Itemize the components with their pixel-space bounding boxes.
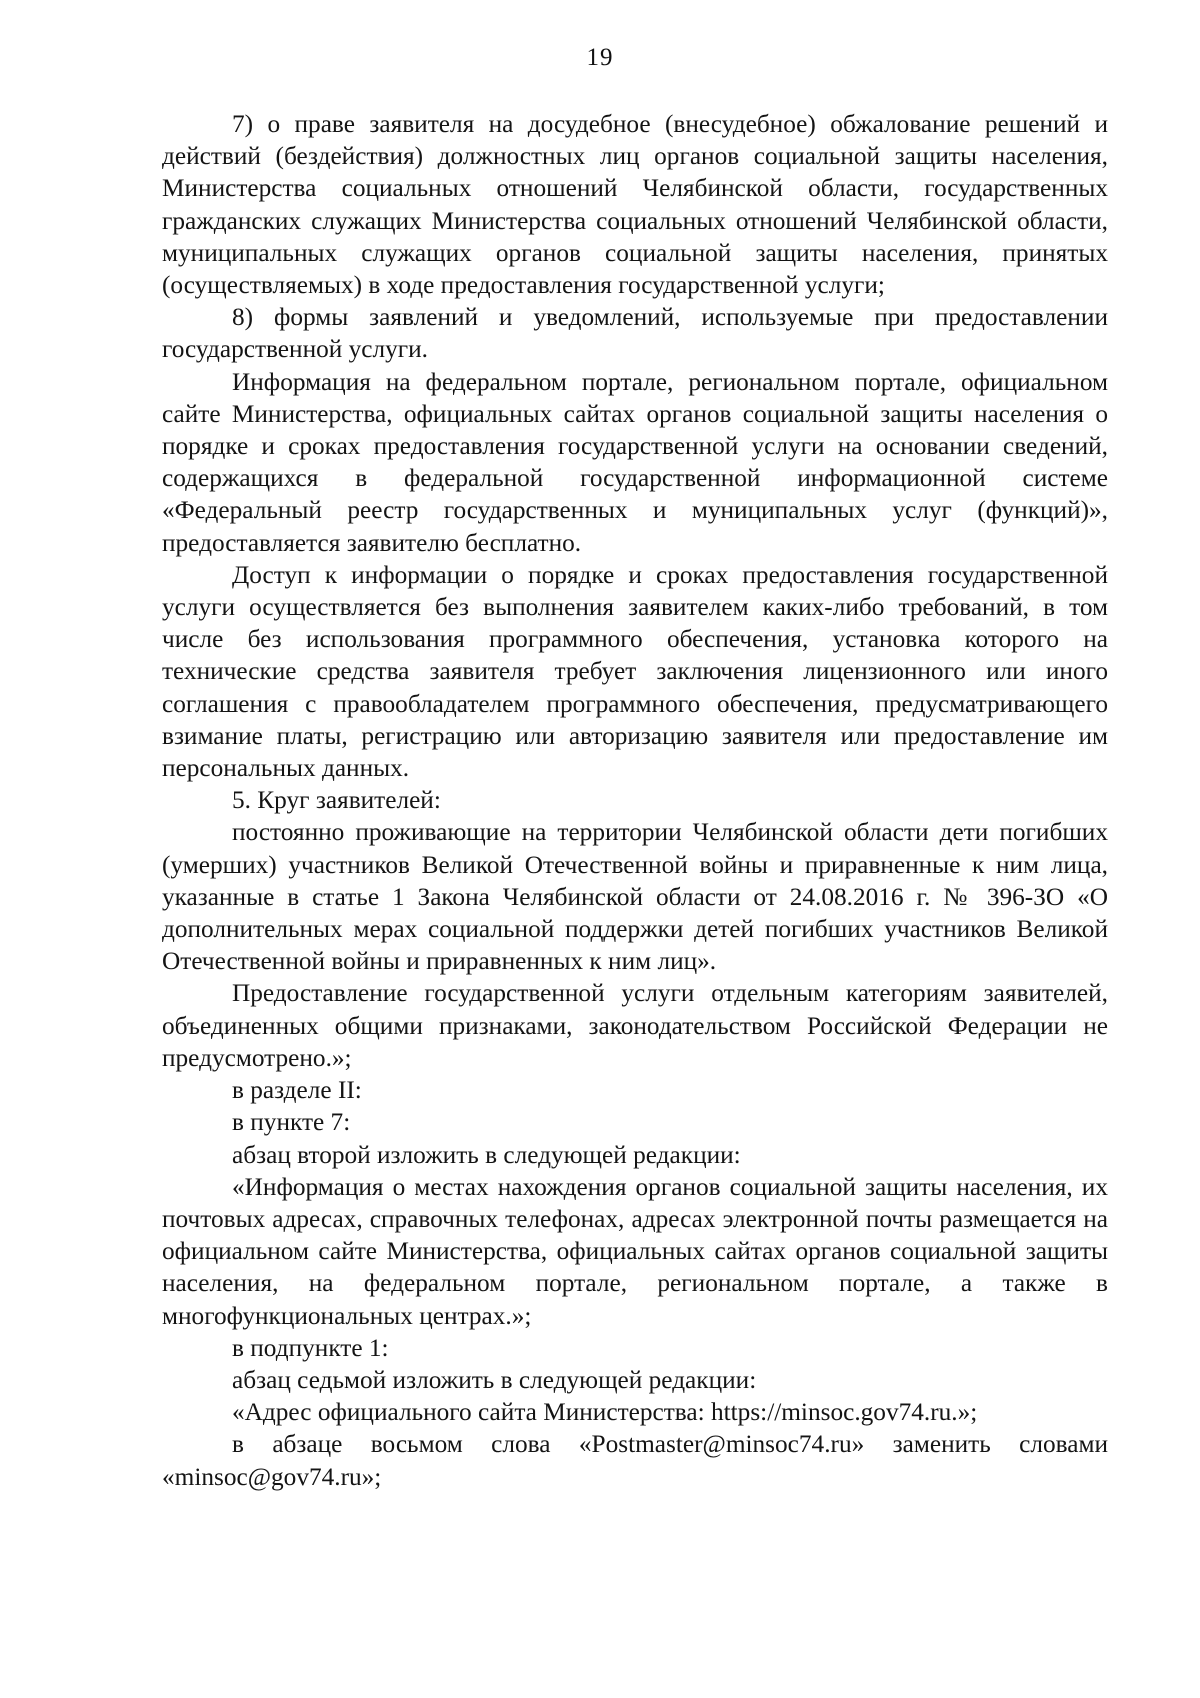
paragraph-categories: Предоставление государственной услуги отдельным категориям заявителей, объединенных общими признаками, законодательством Российской Федерации не предусмотрено.»; bbox=[162, 979, 1108, 1072]
paragraph-second-abzac: абзац второй изложить в следующей редакции: bbox=[232, 1140, 741, 1169]
paragraph-seventh-abzac: абзац седьмой изложить в следующей редакции: bbox=[232, 1365, 757, 1394]
paragraph-applicants: постоянно проживающие на территории Челябинской области дети погибших (умерших) участников Великой Отечественной войны и приравненные к ним лица, указанные в статье 1 Закона Челябинской области от 24.08.2016 г. № 396-ЗО «О дополнительных мерах социальной поддержки детей погибших участников Великой Отечественной войны и приравненных к ним лиц». bbox=[162, 818, 1108, 976]
document-body bbox=[162, 108, 1108, 1493]
paragraph-portal-info: Информация на федеральном портале, региональном портале, официальном сайте Министерства, официальных сайтах органов социальной защиты населения о порядке и сроках предоставления государственной услуги на основании сведений, содержащихся в федеральной государственной информационной системе «Федеральный реестр государственных и муниципальных услуг (функций)», предоставляется заявителю бесплатно. bbox=[162, 367, 1108, 557]
paragraph-section-5-heading: 5. Круг заявителей: bbox=[232, 786, 441, 815]
paragraph-email-change: в абзаце восьмом слова «Postmaster@minsoc74.ru» заменить словами «minsoc@gov74.ru»; bbox=[162, 1430, 1108, 1491]
paragraph-locations-info: «Информация о местах нахождения органов социальной защиты населения, их почтовых адресах, справочных телефонах, адресах электронной почты размещается на официальном сайте Министерства, официальных сайтах органов социальной защиты населения, на федеральном портале, региональном портале, а также в многофункциональных центрах.»; bbox=[162, 1172, 1108, 1330]
paragraph-point-7: в пункте 7: bbox=[232, 1108, 351, 1137]
paragraph-item-8: 8) формы заявлений и уведомлений, используемые при предоставлении государственной услуги. bbox=[162, 303, 1108, 364]
paragraph-site-address: «Адрес официального сайта Министерства: https://minsoc.gov74.ru.»; bbox=[232, 1398, 978, 1427]
page-number: 19 bbox=[586, 44, 614, 71]
paragraph-section-2: в разделе II: bbox=[232, 1076, 362, 1105]
paragraph-access-info: Доступ к информации о порядке и сроках предоставления государственной услуги осуществляется без выполнения заявителем каких-либо требований, в том числе без использования программного обеспечения, установка которого на технические средства заявителя требует заключения лицензионного или иного соглашения с правообладателем программного обеспечения, предусматривающего взимание платы, регистрацию или авторизацию заявителя или предоставление им персональных данных. bbox=[162, 560, 1108, 783]
paragraph-item-7: 7) о праве заявителя на досудебное (внесудебное) обжалование решений и действий (бездействия) должностных лиц органов социальной защиты населения, Министерства социальных отношений Челябинской области, государственных гражданских служащих Министерства социальных отношений Челябинской области, муниципальных служащих органов социальной защиты населения, принятых (осуществляемых) в ходе предоставления государственной услуги; bbox=[162, 110, 1108, 300]
paragraph-subpoint-1: в подпункте 1: bbox=[232, 1333, 389, 1362]
